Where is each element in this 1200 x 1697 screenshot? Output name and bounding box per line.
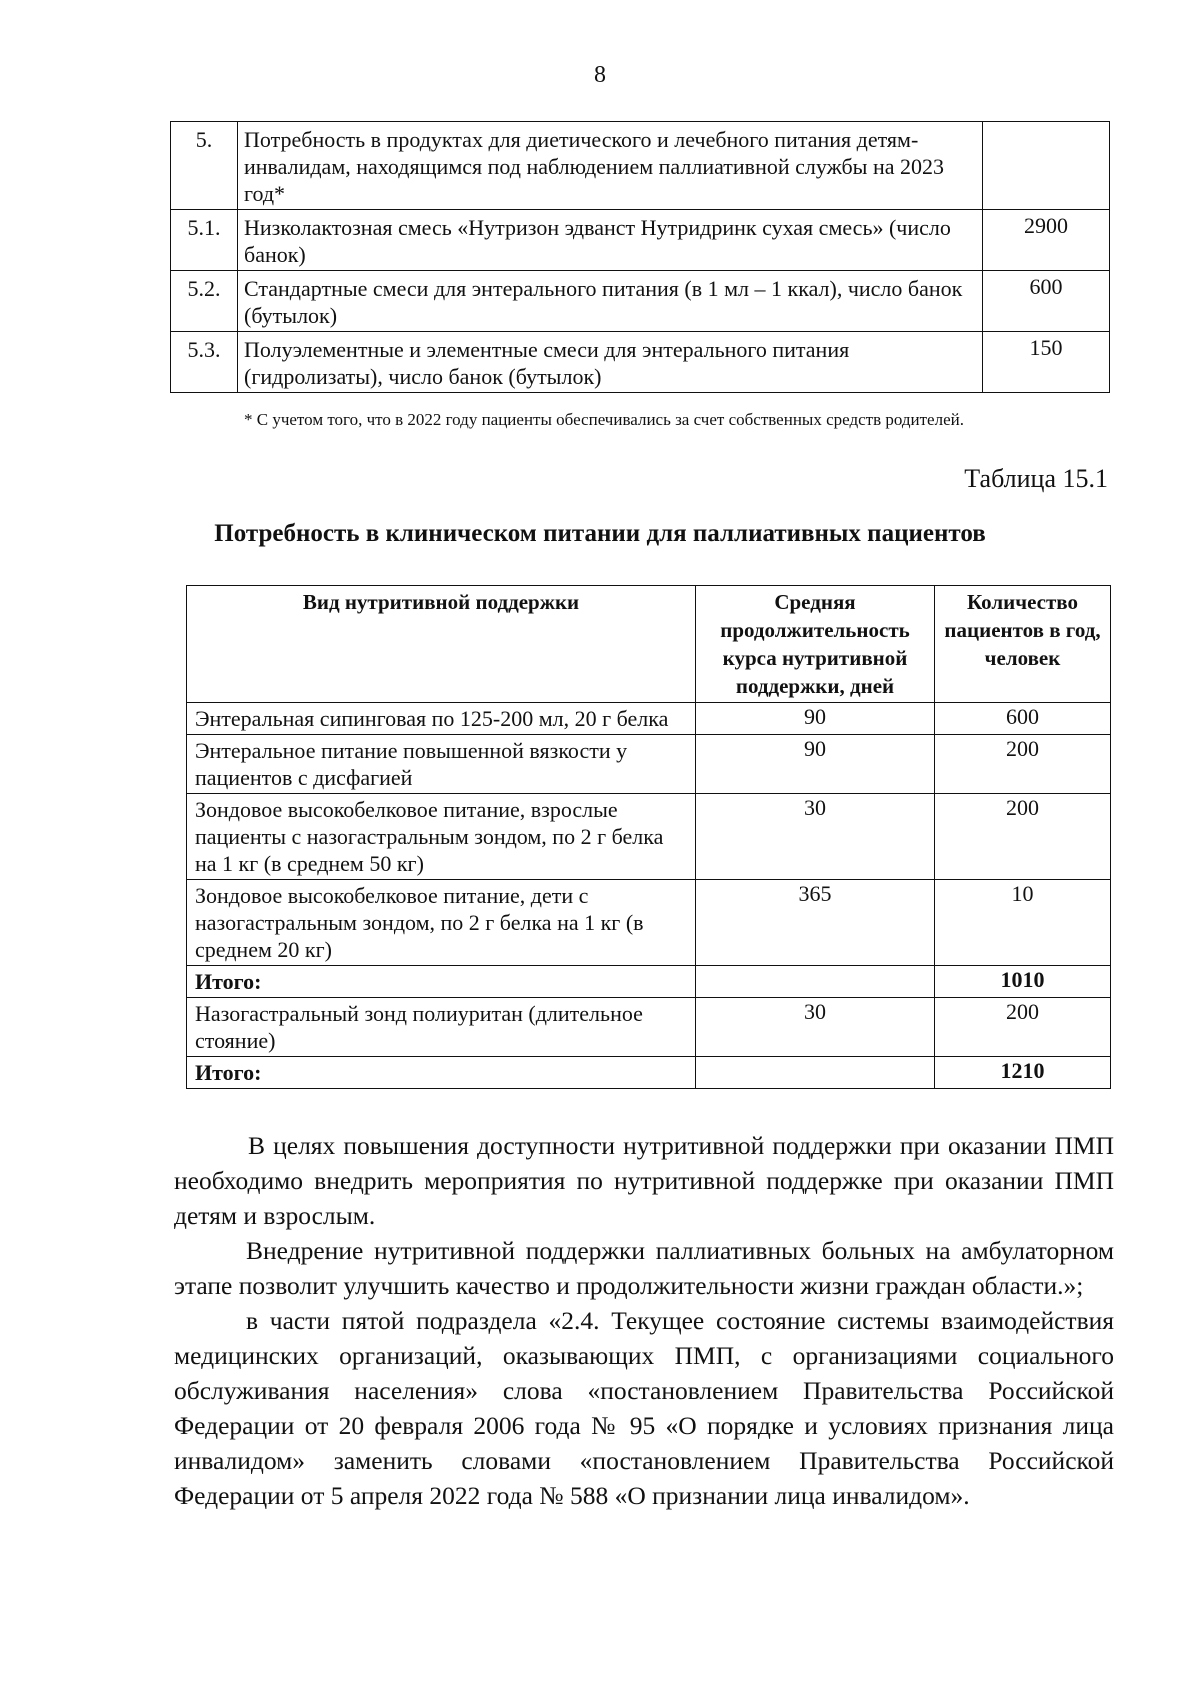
table-row (187, 998, 1111, 1057)
table-total-row (187, 966, 1111, 998)
row-text: Полуэлементные и элементные смеси для энтерального питания (гидролизаты), число банок (бутылок) (238, 332, 983, 393)
clinical-nutrition-table (186, 585, 1111, 1089)
table-label: Таблица 15.1 (964, 464, 1108, 493)
cell-days: 90 (696, 735, 935, 794)
cell-patients: 1010 (935, 966, 1111, 998)
paragraph: В целях повышения доступности нутритивной поддержки при оказании ПМП необходимо внедрить мероприятия по нутритивной поддержке при оказании ПМП детям и взрослым. (174, 1131, 1114, 1230)
cell-type: Энтеральное питание повышенной вязкости у пациентов с дисфагией (187, 735, 696, 794)
cell-type: Итого: (187, 966, 696, 998)
table-row (187, 880, 1111, 966)
table-title: Потребность в клиническом питании для паллиативных пациентов (214, 520, 986, 547)
cell-patients: 1210 (935, 1057, 1111, 1089)
row-value: 600 (983, 271, 1110, 332)
cell-patients: 200 (935, 794, 1111, 880)
table-row (171, 332, 1110, 393)
cell-days: 90 (696, 703, 935, 735)
header-duration: Средняя продолжительность курса нутритивной поддержки, дней (696, 586, 935, 703)
paragraph: Внедрение нутритивной поддержки паллиативных больных на амбулаторном этапе позволит улучшить качество и продолжительности жизни граждан области.»; (174, 1236, 1114, 1300)
cell-days: 365 (696, 880, 935, 966)
table-total-row (187, 1057, 1111, 1089)
row-value: 2900 (983, 210, 1110, 271)
cell-patients: 10 (935, 880, 1111, 966)
table-row (171, 271, 1110, 332)
row-number: 5.3. (171, 332, 238, 393)
cell-patients: 600 (935, 703, 1111, 735)
row-number: 5. (171, 122, 238, 210)
cell-days (696, 966, 935, 998)
cell-patients: 200 (935, 998, 1111, 1057)
row-value (983, 122, 1110, 210)
row-text: Потребность в продуктах для диетического и лечебного питания детям-инвалидам, находящимся под наблюдением паллиативной службы на 2023 год* (238, 122, 983, 210)
table-row (187, 703, 1111, 735)
row-number: 5.2. (171, 271, 238, 332)
row-value: 150 (983, 332, 1110, 393)
header-support-type: Вид нутритивной поддержки (187, 586, 696, 703)
cell-type: Зондовое высокобелковое питание, дети с назогастральным зондом, по 2 г белка на 1 кг (в среднем 20 кг) (187, 880, 696, 966)
cell-type: Энтеральная сипинговая по 125-200 мл, 20 г белка (187, 703, 696, 735)
cell-days (696, 1057, 935, 1089)
footnote: * С учетом того, что в 2022 году пациенты обеспечивались за счет собственных средств родителей. (244, 410, 964, 429)
table-row (171, 122, 1110, 210)
cell-patients: 200 (935, 735, 1111, 794)
cell-type: Итого: (187, 1057, 696, 1089)
table-row (171, 210, 1110, 271)
body-text (174, 1128, 1114, 1513)
needs-table-children (170, 121, 1110, 393)
page-number: 8 (594, 62, 606, 88)
cell-type: Назогастральный зонд полиуритан (длительное стояние) (187, 998, 696, 1057)
table-header-row (187, 586, 1111, 703)
row-text: Стандартные смеси для энтерального питания (в 1 мл – 1 ккал), число банок (бутылок) (238, 271, 983, 332)
row-number: 5.1. (171, 210, 238, 271)
row-text: Низколактозная смесь «Нутризон эдванст Нутридринк сухая смесь» (число банок) (238, 210, 983, 271)
cell-days: 30 (696, 998, 935, 1057)
table-row (187, 735, 1111, 794)
cell-type: Зондовое высокобелковое питание, взрослые пациенты с назогастральным зондом, по 2 г белка на 1 кг (в среднем 50 кг) (187, 794, 696, 880)
header-patients: Количество пациентов в год, человек (935, 586, 1111, 703)
paragraph: в части пятой подраздела «2.4. Текущее состояние системы взаимодействия медицинских организаций, оказывающих ПМП, с организациями социального обслуживания населения» слова «постановлением Правительства Российской Федерации от 20 февраля 2006 года № 95 «О порядке и условиях признания лица инвалидом» заменить словами «постановлением Правительства Российской Федерации от 5 апреля 2022 года № 588 «О признании лица инвалидом». (174, 1306, 1114, 1510)
table-row (187, 794, 1111, 880)
cell-days: 30 (696, 794, 935, 880)
